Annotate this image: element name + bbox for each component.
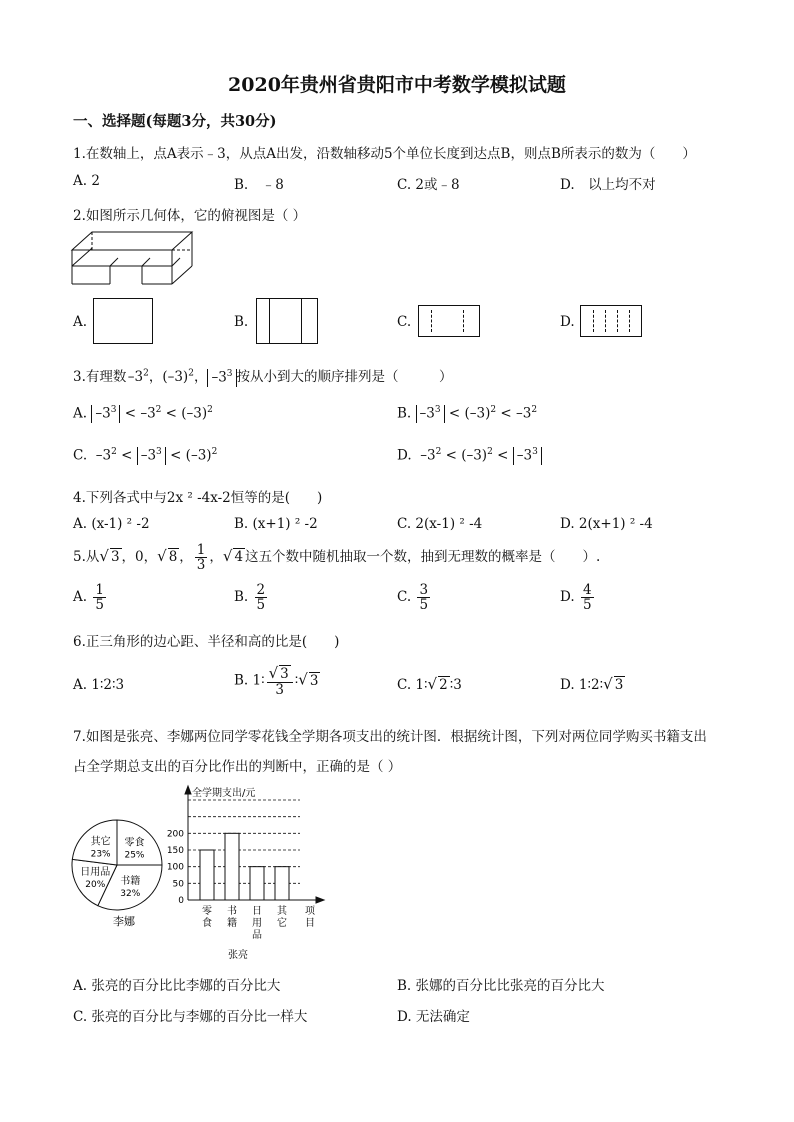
q4-option-a: A. (x-1) ² -2 xyxy=(73,516,150,532)
pie-chart-title: 李娜 xyxy=(113,915,135,928)
solid-figure xyxy=(70,228,194,288)
q2-option-a: A. xyxy=(73,314,88,330)
q1-option-a: A. 2 xyxy=(73,173,100,189)
pie-slice-label: 日用品 xyxy=(80,866,111,878)
bar-category-label: 日 xyxy=(252,906,262,917)
q1-option-b: B. ﹣8 xyxy=(234,177,284,193)
q2-option-d: D. xyxy=(560,314,575,330)
bar-ytick-label: 200 xyxy=(166,829,184,840)
q5-option-d: D. $\frac{4}{5}$ xyxy=(560,582,592,614)
bar-xaxis-label: 项 xyxy=(305,906,315,917)
q6-option-a: A. 1∶2∶3 xyxy=(73,677,125,693)
bar-xaxis-label: 目 xyxy=(305,918,315,929)
bar xyxy=(225,833,239,900)
q3-option-c: C. $-3^2 < -3^3 < (-3)^2$ xyxy=(73,447,218,464)
q2-option-a-figure xyxy=(93,298,153,344)
q2-option-c: C. xyxy=(397,314,412,330)
pie-slice-label: 其它 xyxy=(90,836,111,848)
q7-option-a: A. 张亮的百分比比李娜的百分比大 xyxy=(73,978,281,994)
q4-option-b: B. (x+1) ² -2 xyxy=(234,516,318,532)
bar-category-label: 零 xyxy=(202,906,212,917)
q2-stem: 2.如图所示几何体，它的俯视图是（ ） xyxy=(73,208,307,224)
q5-option-a: A. $\frac{1}{5}$ xyxy=(73,582,104,614)
q4-option-c: C. 2(x-1) ² -4 xyxy=(397,516,483,532)
q5-option-c: C. $\frac{3}{5}$ xyxy=(397,582,429,614)
bar-ytick-label: 150 xyxy=(166,846,184,856)
bar-ytick-label: 100 xyxy=(166,862,184,873)
q5-option-b: B. $\frac{2}{5}$ xyxy=(234,582,266,614)
q3-option-a: A. $-3^3 < -3^2 < (-3)^2$ xyxy=(73,405,213,422)
pie-chart-lina xyxy=(70,815,170,935)
pie-slice-percent: 20% xyxy=(85,879,106,890)
bar-category-label: 它 xyxy=(277,918,287,929)
q5-stem: 5.从√ 3 ，0，√ 8 ， $\frac{1}{3}$ ，√ 4 这五个数中随机抽取一个数，抽到无理数的概率是（ ）. xyxy=(73,542,601,574)
q1-stem: 1.在数轴上，点A表示﹣3，从点A出发，沿数轴移动5个单位长度到达点B，则点B所表示的数为（ ） xyxy=(73,146,696,162)
bar xyxy=(275,867,289,900)
q2-option-c-figure xyxy=(418,305,480,337)
q7-option-d: D. 无法确定 xyxy=(397,1009,470,1025)
bar-category-label: 其 xyxy=(277,906,287,917)
q4-stem: 4.下列各式中与2x ² -4x-2恒等的是( ) xyxy=(73,490,323,506)
q7-stem-line1: 7.如图是张亮、李娜两位同学零花钱全学期各项支出的统计图．根据统计图，下列对两位同学购买书籍支出 xyxy=(73,729,707,745)
q7-stem-line2: 占全学期总支出的百分比作出的判断中，正确的是（ ） xyxy=(73,759,402,775)
pie-slice-label: 零食 xyxy=(124,837,145,849)
q2-option-d-figure xyxy=(580,305,642,337)
q6-option-b: B. 1∶ $\frac{√ 3}{3}$ ∶√ 3 xyxy=(234,664,319,699)
q3-option-d: D. $-3^2 < (-3)^2 < -3^3$ xyxy=(397,447,542,465)
page-title: 2020年贵州省贵阳市中考数学模拟试题 xyxy=(228,74,566,96)
q6-option-c: C. 1∶√ 2 ∶3 xyxy=(397,675,462,693)
pie-slice-label: 书籍 xyxy=(120,875,141,887)
q1-option-c: C. 2或﹣8 xyxy=(397,177,460,193)
pie-slice-percent: 32% xyxy=(120,888,141,899)
q1-option-d: D. 以上均不对 xyxy=(560,177,656,193)
bar-ytick-label: 50 xyxy=(172,879,184,890)
pie-slice-percent: 25% xyxy=(124,850,145,861)
bar-category-label: 食 xyxy=(202,918,212,929)
q6-stem: 6.正三角形的边心距、半径和高的比是( ) xyxy=(73,634,340,650)
q2-option-b: B. xyxy=(234,314,249,330)
bar-category-label: 品 xyxy=(252,930,262,941)
q7-option-b: B. 张娜的百分比比张亮的百分比大 xyxy=(397,978,605,994)
bar-chart-ylabel: 全学期支出/元 xyxy=(192,788,256,799)
q3-option-b: B. $-3^3 < (-3)^2 < -3^2$ xyxy=(397,405,538,422)
q7-option-c: C. 张亮的百分比与李娜的百分比一样大 xyxy=(73,1009,308,1025)
bar-category-label: 书 xyxy=(227,906,237,917)
q6-option-d: D. 1∶2∶√ 3 xyxy=(560,675,624,693)
q2-option-b-figure xyxy=(256,298,318,344)
bar-category-label: 用 xyxy=(252,918,262,929)
bar xyxy=(250,867,264,900)
bar xyxy=(200,850,214,900)
pie-slice-percent: 23% xyxy=(90,849,111,860)
bar-chart-zhangliang xyxy=(160,782,340,962)
bar-chart-subtitle: 张亮 xyxy=(228,950,248,961)
q3-stem: 3.有理数 $-3^2$，$(-3)^2$， $-3^3$ 按从小到大的顺序排列是（ ） xyxy=(73,368,453,385)
bar-category-label: 籍 xyxy=(227,918,237,929)
q4-option-d: D. 2(x+1) ² -4 xyxy=(560,516,653,532)
bar-ytick-label: 0 xyxy=(178,896,184,906)
section-heading: 一、选择题(每题3分，共30分) xyxy=(73,113,277,130)
